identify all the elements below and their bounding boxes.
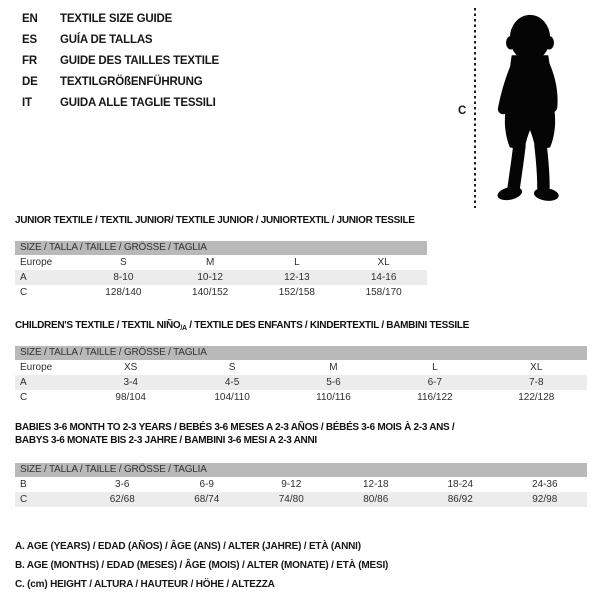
value-cell: 86/92 [447,494,473,505]
junior-section-title: JUNIOR TEXTILE / TEXTIL JUNIOR/ TEXTILE JUNIOR / JUNIORTEXTIL / JUNIOR TESSILE [15,215,415,226]
value-cell: 10-12 [197,272,223,283]
value-cell: 24-36 [531,479,558,490]
value-cell: 110/116 [316,392,351,403]
value-cell: S [120,257,127,268]
toddler-silhouette-icon [482,9,578,209]
table-row-c [15,492,587,507]
children-section-title [15,319,469,335]
row-label-cell: Europe [20,362,53,373]
value-cell: 12-13 [284,272,310,283]
language-code: EN [22,12,38,25]
value-cell: 4-5 [224,377,240,388]
children-title-post: / TEXTILE DES ENFANTS / KINDERTEXTIL / BAMBINI TESSILE [186,320,470,331]
height-measure-label: C [458,105,467,117]
value-cell: 18-24 [447,479,474,490]
children-table-grid [15,360,587,405]
row-label-cell: C [20,287,28,298]
children-size-table [15,346,587,405]
row-label-cell: C [20,494,28,505]
language-code: DE [22,75,38,88]
language-code: IT [22,96,32,109]
value-cell: 140/152 [192,287,229,298]
footnote-a: A. AGE (YEARS) / EDAD (AÑOS) / ÂGE (ANS) / ALTER (JAHRE) / ETÀ (ANNI) [15,541,361,552]
value-cell: XL [377,257,390,268]
value-cell: 14-16 [370,272,397,283]
children-title-pre: CHILDREN'S TEXTILE / TEXTIL NIÑO [15,320,181,331]
junior-size-table [15,241,427,300]
value-cell: M [205,257,215,268]
size-header-bar: SIZE / TALLA / TAILLE / GRÖSSE / TAGLIA [15,463,587,477]
value-cell: XL [530,362,543,373]
table-row-europe [15,360,587,375]
language-code: ES [22,33,37,46]
babies-table-grid [15,477,587,507]
table-row-europe [15,255,427,270]
value-cell: 3-6 [115,479,130,490]
value-cell: 104/110 [214,392,250,403]
table-row-a [15,375,587,390]
value-cell: 9-12 [281,479,302,490]
table-row-c [15,285,427,300]
value-cell: 92/98 [532,494,558,505]
height-dashed-line [474,8,476,208]
footnote-b: B. AGE (MONTHS) / EDAD (MESES) / ÂGE (MOIS) / ALTER (MONATE) / ETÀ (MESI) [15,560,389,571]
value-cell: 122/128 [518,392,555,403]
children-title-sub: /A [180,325,187,332]
value-cell: XS [124,362,138,373]
size-header-bar: SIZE / TALLA / TAILLE / GRÖSSE / TAGLIA [15,241,427,255]
value-cell: 62/68 [109,494,135,505]
value-cell: 12-18 [362,479,389,490]
value-cell: 6-9 [199,479,214,490]
table-row-b [15,477,587,492]
value-cell: 80/86 [363,494,389,505]
size-header-bar: SIZE / TALLA / TAILLE / GRÖSSE / TAGLIA [15,346,587,360]
babies-size-table [15,463,587,507]
value-cell: 98/104 [115,392,146,403]
value-cell: 158/170 [365,287,402,298]
row-label-cell: C [20,392,28,403]
height-measure-figure [448,4,593,216]
babies-title-line1: BABIES 3-6 MONTH TO 2-3 YEARS / BEBÉS 3-6 MESES A 2-3 AÑOS / BÉBÉS 3-6 MOIS À 2-3 ANS / [15,422,455,433]
footnote-c: C. (cm) HEIGHT / ALTURA / HAUTEUR / HÖHE / ALTEZZA [15,579,275,590]
guide-title: GUIDE DES TAILLES TEXTILE [60,54,219,67]
value-cell: 8-10 [113,272,134,283]
babies-title-line2: BABYS 3-6 MONATE BIS 2-3 JAHRE / BAMBINI 3-6 MESI A 2-3 ANNI [15,435,317,446]
language-row-es [22,29,219,50]
value-cell: 152/158 [278,287,315,298]
guide-title: TEXTILE SIZE GUIDE [60,12,173,25]
language-row-en [22,8,219,29]
value-cell: 68/74 [194,494,220,505]
row-label-cell: B [20,479,27,490]
value-cell: M [329,362,338,373]
value-cell: 128/140 [105,287,142,298]
language-row-de [22,71,219,92]
value-cell: 6-7 [427,377,443,388]
footnote-legend [15,537,388,594]
value-cell: 5-6 [326,377,341,388]
guide-title: TEXTILGRÖßENFÜHRUNG [60,75,203,88]
guide-title: GUÍA DE TALLAS [60,33,153,46]
row-label-cell: A [20,272,27,283]
language-title-list [22,8,219,113]
row-label-cell: A [20,377,27,388]
table-row-a [15,270,427,285]
value-cell: 74/80 [278,494,304,505]
language-row-fr [22,50,219,71]
guide-title: GUIDA ALLE TAGLIE TESSILI [60,96,216,109]
junior-table-grid [15,255,427,300]
row-label-cell: Europe [20,257,53,268]
value-cell: L [432,362,438,373]
table-row-c [15,390,587,405]
value-cell: 3-4 [123,377,138,388]
language-row-it [22,92,219,113]
value-cell: S [228,362,236,373]
language-code: FR [22,54,37,67]
value-cell: L [294,257,300,268]
babies-section-title [15,421,454,447]
value-cell: 7-8 [529,377,544,388]
value-cell: 116/122 [417,392,453,403]
